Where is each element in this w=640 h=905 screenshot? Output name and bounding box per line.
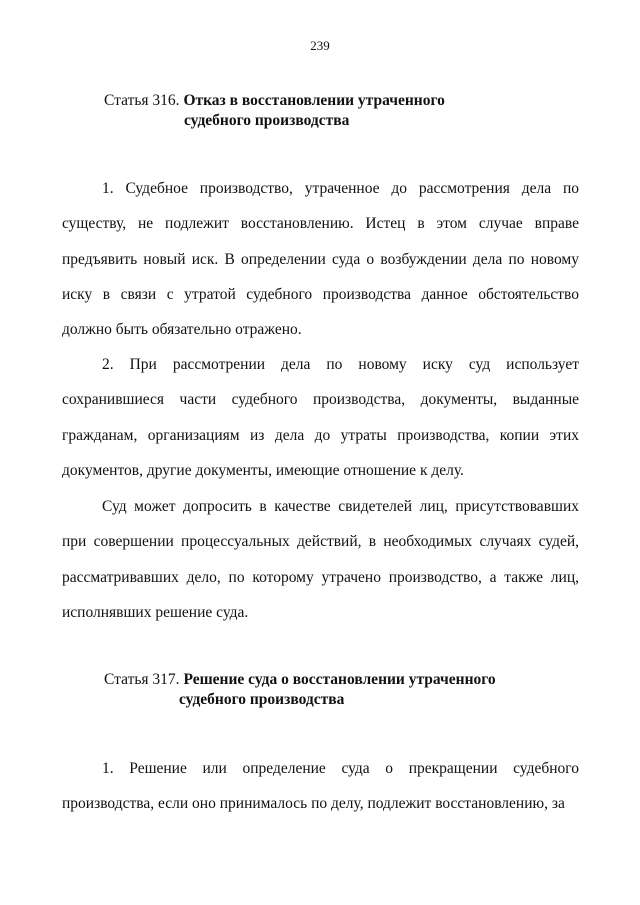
article-317-heading <box>104 670 496 710</box>
article-316-title-line2: судебного производства <box>184 112 350 129</box>
page-number: 239 <box>310 38 330 53</box>
article-316-paragraph-3: Суд может допросить в качестве свидетелей лиц, присутствовавших при совершении процессуальных действий, в необходимых случаях судей, рассматривавших дело, по которому утрачено производство, а также лиц, исполнявших решение суда. <box>62 498 579 621</box>
article-317-number: Статья 317. <box>104 671 180 688</box>
article-316-paragraph-2: 2. При рассмотрении дела по новому иску суд использует сохранившиеся части судебного производства, документы, выданные гражданам, организациям из дела до утраты производства, копии этих документов, другие документы, имеющие отношение к делу. <box>62 356 579 479</box>
article-316-title-line1: Отказ в восстановлении утраченного <box>183 92 445 109</box>
article-317-title-line1: Решение суда о восстановлении утраченного <box>183 671 496 688</box>
article-317-title-line2: судебного производства <box>179 691 345 708</box>
article-316-number: Статья 316. <box>104 92 180 109</box>
article-317-paragraph-1: 1. Решение или определение суда о прекращении судебного производства, если оно принималось по делу, подлежит восстановлению, за <box>62 760 579 813</box>
article-316-paragraph-1: 1. Судебное производство, утраченное до рассмотрения дела по существу, не подлежит восстановлению. Истец в этом случае вправе предъявить новый иск. В определении суда о возбуждении дела по новому иску в связи с утратой судебного производства данное обстоятельство должно быть обязательно отражено. <box>62 180 579 339</box>
article-316-heading <box>104 91 445 131</box>
